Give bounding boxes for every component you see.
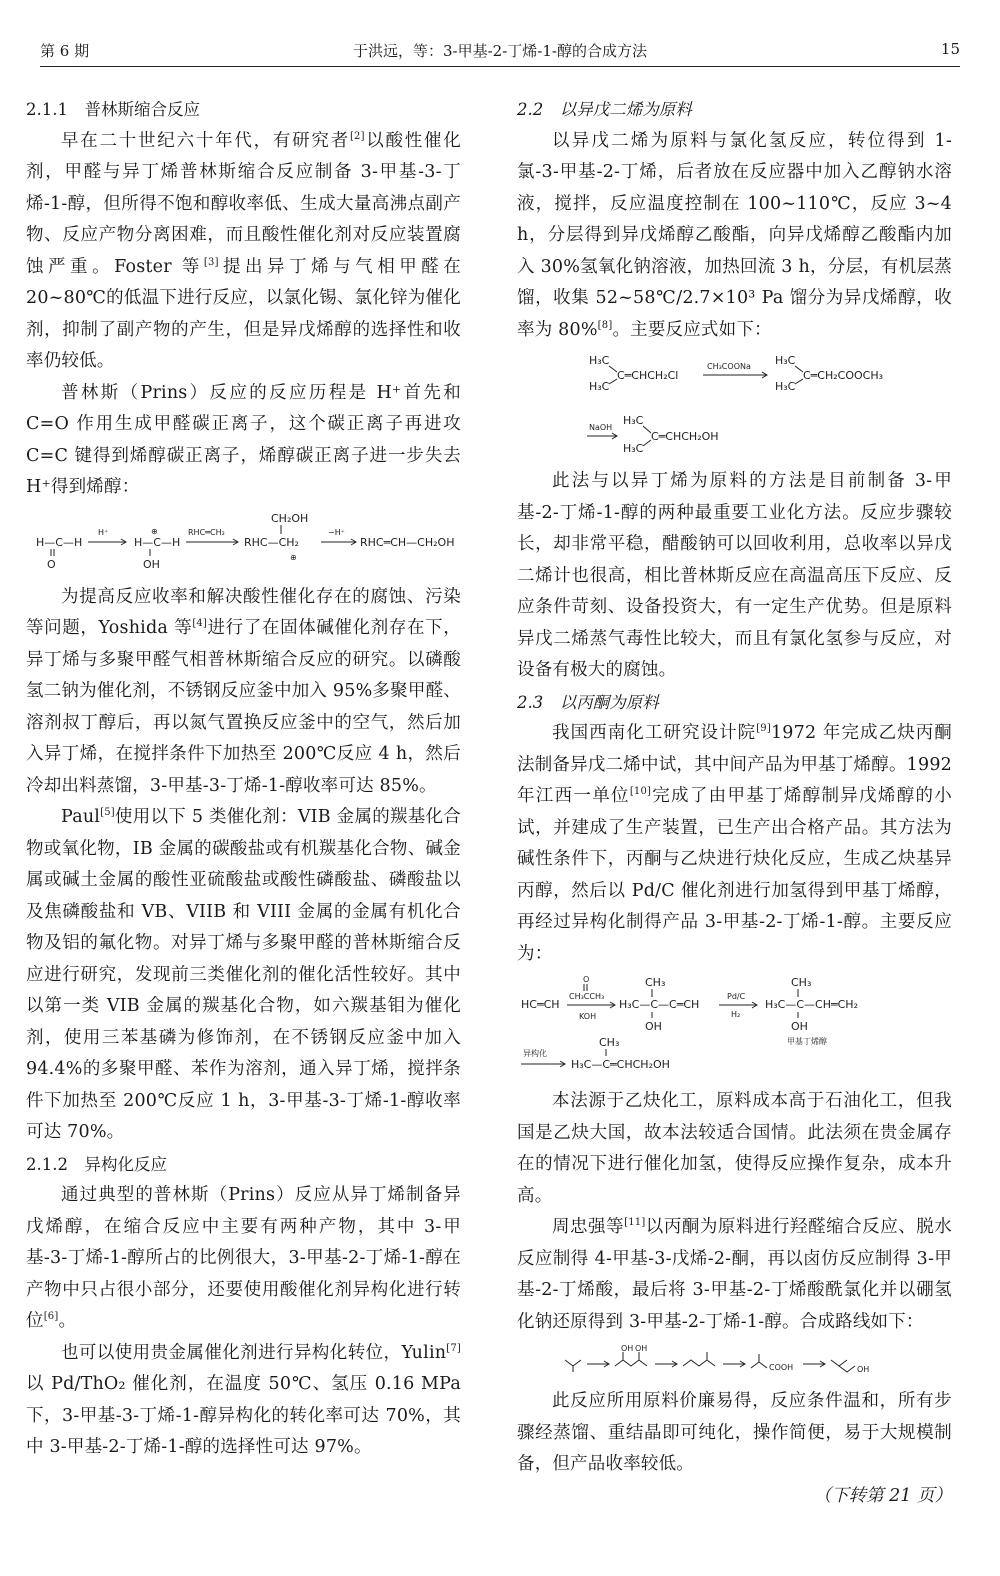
paragraph: 周忠强等[11]以丙酮为原料进行羟醛缩合反应、脱水反应制得 4-甲基-3-戊烯-2-酮，再以卤仿反应制得 3-甲基-2-丁烯酸，最后将 3-甲基-2-丁烯酸酰氯化并以硼氢化钠还原得到 3-甲基-2-丁烯-1-醇。合成路线如下： — [517, 1217, 952, 1332]
carboxyl-label: COOH — [769, 1363, 794, 1372]
methylbutenol-label: 甲基丁烯醇 — [787, 1037, 827, 1046]
loss-hplus: −H⁺ — [328, 527, 345, 537]
allyl-chloride: C═CHCH₂Cl — [617, 369, 679, 382]
methyl-d: H₃C — [775, 380, 796, 393]
paragraph: 此法与以异丁烯为原料的方法是目前制备 3-甲基-2-丁烯-1-醇的两种最重要工业化方法。反应步骤较长，却非常平稳，醋酸钠可以回收利用，总收率以异戊二烯计也很高，相比普林斯反应在高温高压下反应、反应条件苛刻、设备投资大，有一定生产优势。但是原料异戊二烯蒸气毒性比较大，而且有氯化氢参与反应，对设备有极大的腐蚀。 — [517, 471, 952, 680]
left-column — [26, 94, 461, 1464]
paragraph: 早在二十世纪六十年代，有研究者[2]以酸性催化剂，甲醛与异丁烯普林斯缩合反应制备 3-甲基-3-丁烯-1-醇，但所得不饱和醇收率低、生成大量高沸点副产物、反应产物分离困难，而且酸性催化剂对反应装置腐蚀严重。Foster 等[3]提出异丁烯与气相甲醛在 20~80℃的低温下进行反应，以氯化锡、氯化锌为催化剂，抑制了副产物的产生，但是异戊烯醇的选择性和收率仍较低。 — [26, 130, 462, 371]
running-title: 于洪远，等：3-甲基-2-丁烯-1-醇的合成方法 — [353, 42, 647, 60]
isoprene-route-scheme — [517, 350, 952, 462]
methyl-f: H₃C — [623, 442, 644, 455]
paragraph: 本法源于乙炔化工，原料成本高于石油化工，但我国是乙炔大国，故本法较适合国情。此法须在贵金属存在的情况下进行催化加氢，使得反应操作复杂，成本升高。 — [517, 1091, 952, 1206]
enol-carbocation: RHC—CH₂ — [244, 535, 299, 549]
formaldehyde: H—C—H — [36, 535, 83, 549]
issue-number: 第 6 期 — [40, 42, 90, 60]
prenol-product: C═CHCH₂OH — [651, 430, 719, 443]
reagent-koh: KOH — [579, 1012, 597, 1021]
methyl-3: CH₃ — [599, 1036, 620, 1049]
section-2-3-heading: 2.3 以丙酮为原料 — [517, 692, 659, 712]
prins-product: RHC═CH—CH₂OH — [360, 535, 455, 549]
section-2-2-heading: 2.2 以异戊二烯为原料 — [517, 100, 692, 119]
svg-text:OH: OH — [621, 1344, 634, 1353]
ethynyl-isopropanol: H₃C—C—C═CH — [619, 998, 700, 1011]
reagent-isomerization: 异构化 — [523, 1049, 547, 1058]
reagent-pdc: Pd/C — [727, 992, 746, 1001]
continuation-line — [517, 1481, 952, 1513]
diacetone-alcohol-skeletal — [615, 1352, 647, 1366]
reagent-hplus: H⁺ — [98, 527, 109, 537]
svg-text:OH: OH — [635, 1344, 648, 1353]
reagent-acetone: CH₃CCH₃ — [569, 992, 605, 1001]
citation: [2] — [349, 130, 365, 142]
acetylene: HC═CH — [521, 998, 560, 1011]
carbonyl-o: O — [47, 557, 56, 571]
paragraph: 为提高反应收率和解决酸性催化存在的腐蚀、污染等问题，Yoshida 等[4]进行了在固体碱催化剂存在下，异丁烯与多聚甲醛气相普林斯缩合反应的研究。以磷酸氢二钠为催化剂，不锈钢反应釜中加入 95%多聚甲醛、溶剂叔丁醇后，再以氮气置换反应釜中的空气，然后加入异丁烯，在搅拌条件下加热至 200℃反应 4 h，然后冷却出料蒸馏，3-甲基-3-丁烯-1-醇收率可达 85%。 — [26, 586, 461, 796]
hydroxyl-1: OH — [645, 1020, 662, 1033]
skeletal-route-scheme — [517, 1342, 952, 1382]
methyl-c: H₃C — [775, 354, 796, 367]
prins-mechanism-scheme — [26, 508, 461, 578]
paragraph: 也可以使用贵金属催化剂进行异构化转位，Yulin[7]以 Pd/ThO₂ 催化剂，在温度 50℃、氢压 0.16 MPa 下，3-甲基-3-丁烯-1-醇异构化的转化率可达 70%，其中 3-甲基-2-丁烯-1-醇的选择性可达 97%。 — [26, 1342, 461, 1457]
methylbutenol: H₃C—C—CH═CH₂ — [765, 998, 858, 1011]
svg-text:⊕: ⊕ — [151, 526, 158, 536]
citation: [11] — [624, 1217, 646, 1229]
citation: [8] — [597, 319, 613, 331]
methyl-2: CH₃ — [791, 976, 812, 989]
citation: [4] — [192, 618, 208, 630]
methyl-1: CH₃ — [645, 976, 666, 989]
page-number: 15 — [940, 40, 960, 58]
citation: [7] — [446, 1342, 461, 1354]
acetone-acetylene-route-scheme — [517, 974, 952, 1082]
reagent-alkene: RHC═CH₂ — [188, 527, 225, 537]
hydroxyl-2: OH — [791, 1020, 808, 1033]
paragraph: 普林斯（Prins）反应的反应历程是 H⁺首先和 C=O 作用生成甲醛碳正离子，这个碳正离子再进攻 C=C 键得到烯醇碳正离子，烯醇碳正离子进一步失去 H⁺得到烯醇： — [26, 382, 461, 497]
hydroxymethyl: CH₂OH — [271, 511, 309, 525]
carbocation: H—C—H — [134, 535, 181, 549]
hydroxyl-label: OH — [857, 1365, 870, 1374]
acetate-ester: C═CH₂COOCH₃ — [803, 369, 884, 382]
citation: [9] — [756, 723, 771, 735]
reagent-sodium-acetate: CH₃COONa — [707, 362, 751, 371]
methyl-b: H₃C — [589, 380, 610, 393]
paragraph: 以异戊二烯为原料与氯化氢反应，转位得到 1-氯-3-甲基-2-丁烯，后者放在反应器中加入乙醇钠水溶液，搅拌，反应温度控制在 100~110℃，反应 3~4 h，分层得到异戊烯醇乙酸酯，向异戊烯醇乙酸酯内加入 30%氢氧化钠溶液，加热回流 3 h，分层，有机层蒸馏，收集 52~58℃/2.7×10³ Pa 馏分为异戊烯醇，收率为 80%[8]。主要反应式如下： — [517, 130, 952, 340]
reagent-naoh: NaOH — [589, 423, 613, 432]
reagent-h2: H₂ — [731, 1010, 741, 1019]
right-column — [517, 94, 952, 1512]
citation: [10] — [629, 786, 652, 798]
page-header — [40, 36, 960, 67]
paragraph: Paul[5]使用以下 5 类催化剂：VIB 金属的羰基化合物或氧化物，IB 金属的碳酸盐或有机羰基化合物、碱金属或碱土金属的酸性亚硫酸盐或酸性磷酸盐、磷酸盐以及焦磷酸盐和 VB、VIIB 和 VIII 金属的金属有机化合物及铝的氟化物。对异丁烯与多聚甲醛的普林斯缩合反应进行研究，发现前三类催化剂的催化活性较好。其中以第一类 VIB 金属的羰基化合物，如六羰基钼为催化剂，使用三苯基磷为修饰剂，在不锈钢反应釜中加入 94.4%的多聚甲醛、苯作为溶剂，通入异丁烯，搅拌条件下加热至 200℃反应 1 h，3-甲基-3-丁烯-1-醇收率可达 70%。 — [26, 807, 461, 1142]
ketone-oxygen: O — [583, 975, 590, 984]
mesityl-oxide-skeletal — [683, 1352, 715, 1366]
methyl-a: H₃C — [589, 354, 610, 367]
citation: [5] — [100, 807, 115, 819]
senecioic-acid-skeletal — [751, 1354, 767, 1368]
section-2-1-2-heading: 2.1.2 异构化反应 — [26, 1154, 167, 1174]
continued-note: （下转第 21 页） — [813, 1485, 952, 1506]
final-prenol: H₃C—C═CHCH₂OH — [571, 1058, 670, 1071]
methyl-e: H₃C — [623, 414, 644, 427]
citation: [6] — [43, 1311, 59, 1323]
acetone-skeletal — [565, 1360, 581, 1372]
hydroxyl: OH — [143, 557, 160, 571]
paragraph: 此反应所用原料价廉易得，反应条件温和，所有步骤经蒸馏、重结晶即可纯化，操作简便，易于大规模制备，但产品收率较低。 — [517, 1391, 952, 1474]
svg-text:⊕: ⊕ — [290, 552, 297, 562]
prenol-skeletal — [831, 1360, 855, 1372]
paragraph: 通过典型的普林斯（Prins）反应从异丁烯制备异戊烯醇，在缩合反应中主要有两种产物，其中 3-甲基-3-丁烯-1-醇所占的比例很大，3-甲基-2-丁烯-1-醇在产物中只占很小部分，还要使用酸催化剂异构化进行转位[6]。 — [26, 1185, 461, 1331]
section-2-1-1-heading: 2.1.1 普林斯缩合反应 — [26, 100, 200, 119]
citation: [3] — [203, 256, 219, 268]
paragraph: 我国西南化工研究设计院[9]1972 年完成乙炔丙酮法制备异戊二烯中试，其中间产品为甲基丁烯醇。1992 年江西一单位[10]完成了由甲基丁烯醇制异戊烯醇的小试，并建成了生产装置，已生产出合格产品。其方法为碱性条件下，丙酮与乙炔进行炔化反应，生成乙炔基异丙醇，然后以 Pd/C 催化剂进行加氢得到甲基丁烯醇，再经过异构化制得产品 3-甲基-2-丁烯-1-醇。主要反应为： — [517, 723, 953, 964]
